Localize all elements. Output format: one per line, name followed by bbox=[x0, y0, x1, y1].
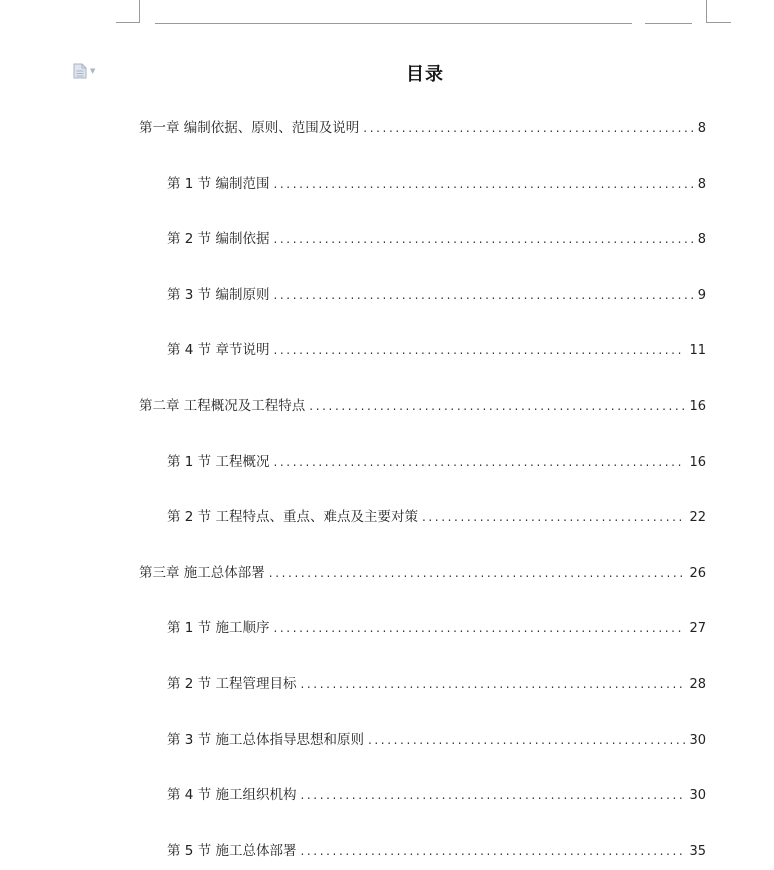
toc-section-entry[interactable] bbox=[167, 674, 706, 694]
toc-page-number: 16 bbox=[689, 455, 706, 470]
toc-dot-leader bbox=[273, 285, 693, 305]
toc-dot-leader bbox=[273, 340, 685, 360]
page-corner-mark bbox=[139, 0, 140, 23]
toc-section-entry[interactable] bbox=[167, 841, 706, 861]
toc-entry-label: 第 5 节 施工总体部署 bbox=[167, 843, 297, 859]
toc-section-entry[interactable] bbox=[167, 285, 706, 305]
toc-chapter-entry[interactable] bbox=[139, 396, 706, 416]
toc-dot-leader bbox=[273, 174, 693, 194]
header-guide-line bbox=[155, 23, 632, 24]
toc-dot-leader bbox=[300, 785, 685, 805]
toc-entry-label: 第 2 节 工程特点、重点、难点及主要对策 bbox=[167, 509, 418, 525]
toc-entry-label: 第一章 编制依据、原则、范围及说明 bbox=[139, 120, 360, 136]
toc-chapter-entry[interactable] bbox=[139, 563, 706, 583]
page-corner-mark bbox=[706, 22, 731, 23]
toc-page-number: 8 bbox=[697, 232, 706, 247]
toc-section-entry[interactable] bbox=[167, 452, 706, 472]
toc-entry-label: 第 2 节 编制依据 bbox=[167, 231, 270, 247]
toc-entry-label: 第二章 工程概况及工程特点 bbox=[139, 398, 306, 414]
toc-entry-label: 第 4 节 章节说明 bbox=[167, 342, 270, 358]
toc-page-number: 30 bbox=[689, 788, 706, 803]
toc-dot-leader bbox=[363, 118, 693, 138]
toc-entry-label: 第 3 节 施工总体指导思想和原则 bbox=[167, 732, 364, 748]
chevron-down-icon: ▼ bbox=[90, 66, 96, 75]
page-corner-mark bbox=[706, 0, 707, 23]
toc-page-number: 9 bbox=[697, 288, 706, 303]
toc-section-entry[interactable] bbox=[167, 785, 706, 805]
toc-dot-leader bbox=[300, 674, 685, 694]
toc-page-number: 8 bbox=[697, 121, 706, 136]
toc-dot-leader bbox=[368, 730, 685, 750]
toc-page-number: 8 bbox=[697, 177, 706, 192]
toc-page-number: 35 bbox=[689, 844, 706, 859]
page-corner-mark bbox=[116, 22, 140, 23]
header-guide-line bbox=[645, 23, 692, 24]
toc-entry-label: 第 2 节 工程管理目标 bbox=[167, 676, 297, 692]
toc-dot-leader bbox=[273, 618, 685, 638]
toc-section-entry[interactable] bbox=[167, 618, 706, 638]
toc-chapter-entry[interactable] bbox=[139, 118, 706, 138]
toc-title: 目录 bbox=[406, 64, 444, 85]
toc-section-entry[interactable] bbox=[167, 340, 706, 360]
toc-page-number: 28 bbox=[689, 677, 706, 692]
toc-dot-leader bbox=[273, 452, 685, 472]
toc-section-entry[interactable] bbox=[167, 507, 706, 527]
toc-page-number: 11 bbox=[689, 343, 706, 358]
toc-dot-leader bbox=[269, 563, 686, 583]
toc-entry-label: 第 1 节 编制范围 bbox=[167, 176, 270, 192]
toc-section-entry[interactable] bbox=[167, 730, 706, 750]
toc-section-entry[interactable] bbox=[167, 174, 706, 194]
toc-entry-label: 第 1 节 工程概况 bbox=[167, 454, 270, 470]
toc-page-number: 16 bbox=[689, 399, 706, 414]
toc-entry-label: 第 3 节 编制原则 bbox=[167, 287, 270, 303]
toc-entry-label: 第三章 施工总体部署 bbox=[139, 565, 265, 581]
toc-entry-label: 第 1 节 施工顺序 bbox=[167, 620, 270, 636]
toc-dot-leader bbox=[273, 229, 693, 249]
toc-page-number: 22 bbox=[689, 510, 706, 525]
toc-section-entry[interactable] bbox=[167, 229, 706, 249]
toc-page-number: 26 bbox=[689, 566, 706, 581]
toc-dot-leader bbox=[422, 507, 685, 527]
toc-dot-leader bbox=[309, 396, 685, 416]
toc-page-number: 30 bbox=[689, 733, 706, 748]
toc-page-number: 27 bbox=[689, 621, 706, 636]
toc-entry-label: 第 4 节 施工组织机构 bbox=[167, 787, 297, 803]
toc-dot-leader bbox=[300, 841, 685, 861]
